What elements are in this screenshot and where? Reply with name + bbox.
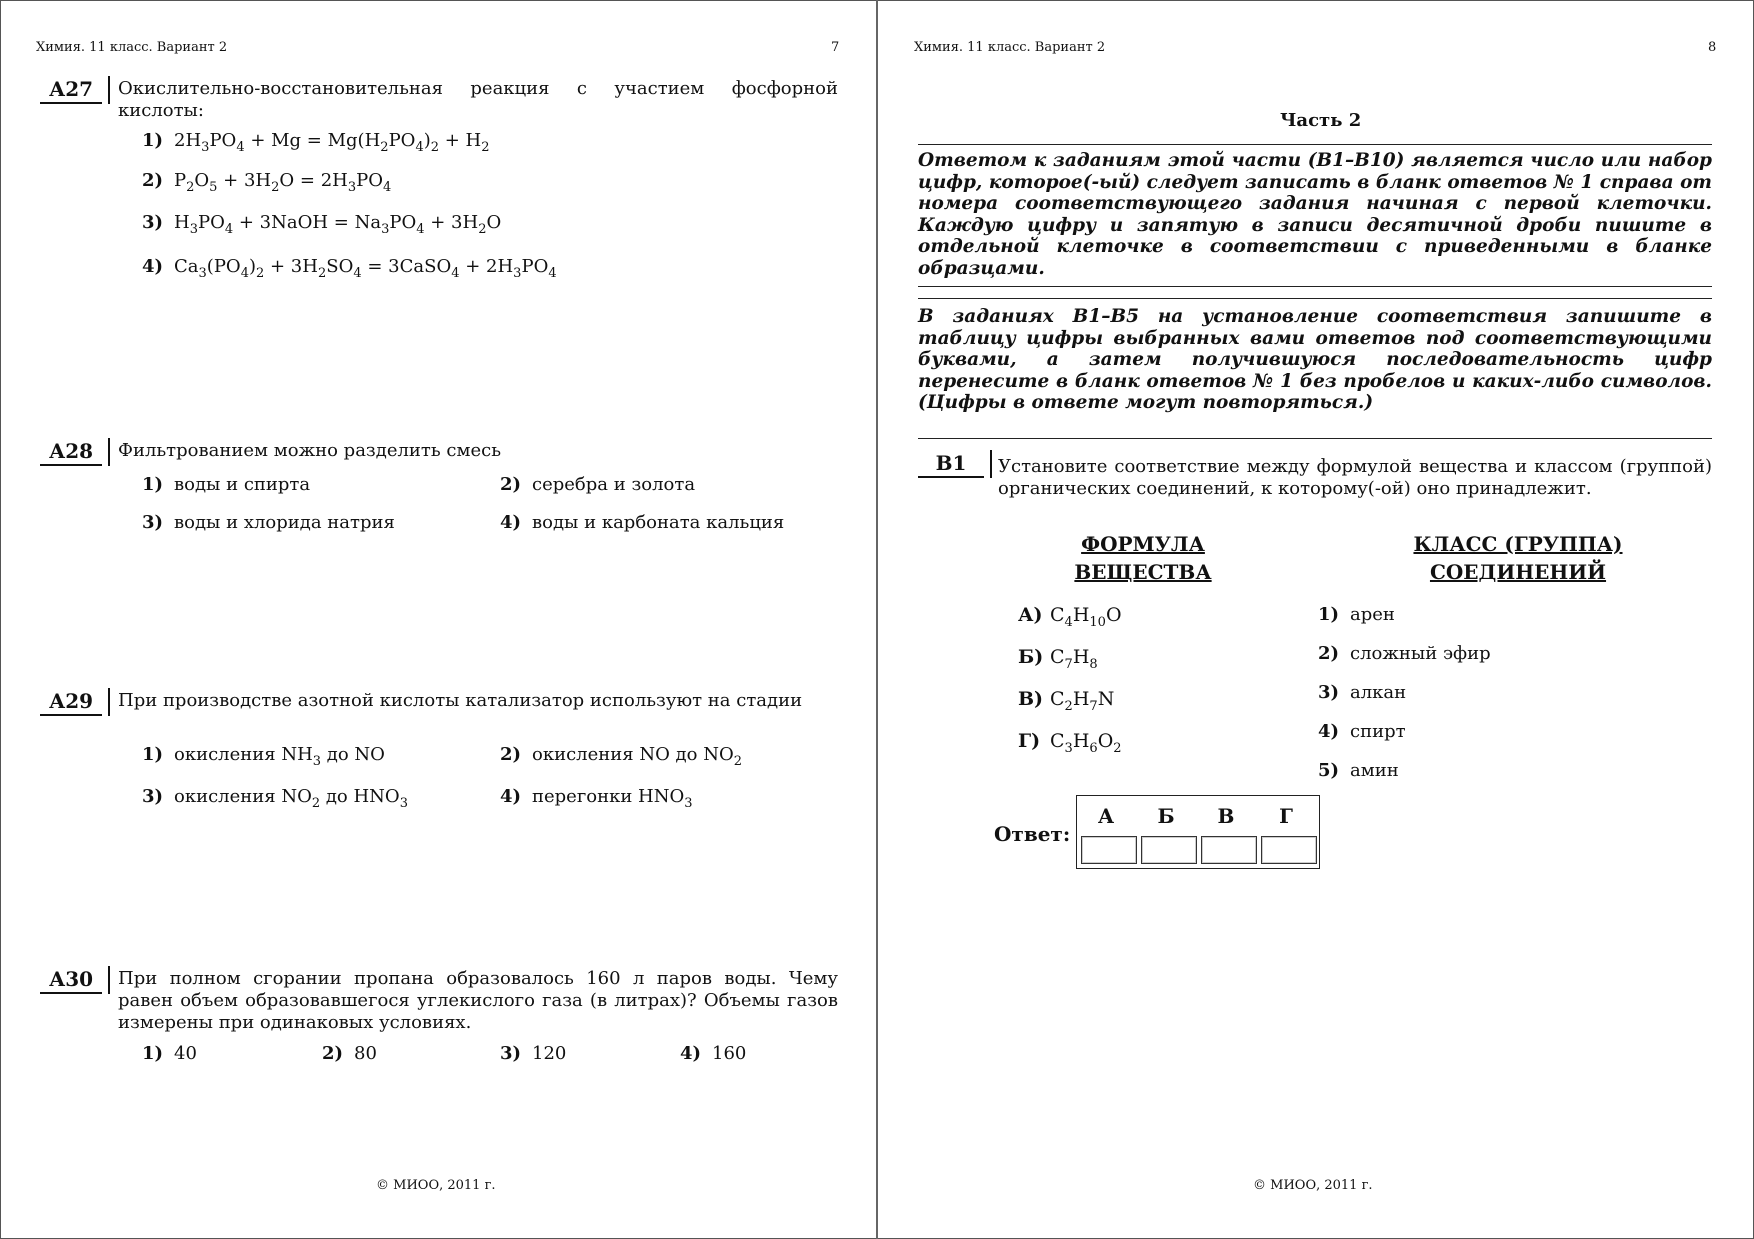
a30-option-4: 4) 160 — [680, 1043, 747, 1064]
class-option-5: 5) амин — [1318, 760, 1399, 781]
question-a28-text: Фильтрованием можно разделить смесь — [118, 440, 502, 461]
a27-option-2: 2) $P_2O_5 + 3H_2O = 2H_3PO_4$ — [142, 170, 392, 195]
formula-row-a: А) $C_4H_{10}O$ — [1018, 604, 1122, 630]
a27-option-1: 1) $2H_3PO_4 + Mg = Mg(H_2PO_4)_2 + H_2$ — [142, 130, 490, 155]
question-a29-text: При производстве азотной кислоты катализатор используют на стадии — [118, 690, 803, 711]
a29-option-1: 1) окисления $NH_3$ до NO — [142, 744, 385, 769]
formula-column-header: ФОРМУЛА ВЕЩЕСТВА — [1074, 532, 1212, 584]
question-tag-a29: А29 — [40, 688, 102, 716]
question-tag-a27: А27 — [40, 76, 102, 104]
formula-row-g: Г) $C_3H_6O_2$ — [1018, 730, 1122, 756]
answer-col-header-a: А — [1097, 804, 1115, 828]
a30-option-1: 1) 40 — [142, 1043, 197, 1064]
class-column-header: КЛАСС (ГРУППА) СОЕДИНЕНИЙ — [1413, 532, 1623, 584]
class-option-4: 4) спирт — [1318, 721, 1406, 742]
answer-cell-a[interactable] — [1081, 836, 1137, 864]
answer-table — [1076, 795, 1320, 869]
answer-label: Ответ: — [994, 822, 1071, 846]
page-number: 7 — [831, 40, 840, 55]
a29-option-4: 4) перегонки $HNO_3$ — [500, 786, 693, 811]
question-tag-b1: В1 — [918, 450, 984, 478]
a29-option-3: 3) окисления $NO_2$ до $HNO_3$ — [142, 786, 408, 811]
a30-option-3: 3) 120 — [500, 1043, 567, 1064]
rule-bottom-2 — [918, 438, 1712, 439]
a27-option-3: 3) $H_3PO_4$ + 3NaOH = $Na_3PO_4 + 3H_2O$ — [142, 212, 502, 237]
left-page — [0, 0, 876, 1239]
a27-option-4: 4) $Ca_3(PO_4)_2 + 3H_2SO_4$ = 3CaSO$_4$ + $2H_3PO_4$ — [142, 256, 557, 281]
a28-option-2: 2) серебра и золота — [500, 474, 696, 495]
page-header: Химия. 11 класс. Вариант 2 — [36, 40, 228, 55]
answer-cell-b[interactable] — [1141, 836, 1197, 864]
question-a30-text: При полном сгорании пропана образовалось 160 л паров воды. Чему равен объем образовавшегося углекислого газа (в литрах)? Объемы газов измерены при одинаковых условиях. — [118, 968, 838, 1033]
page-header: Химия. 11 класс. Вариант 2 — [914, 40, 1106, 55]
right-page — [878, 0, 1754, 1239]
page-number: 8 — [1708, 40, 1717, 55]
rule-top-2 — [918, 298, 1712, 299]
rule-top-1 — [918, 144, 1712, 145]
class-option-3: 3) алкан — [1318, 682, 1407, 703]
page-footer: © МИОО, 2011 г. — [1253, 1178, 1373, 1193]
answer-cell-v[interactable] — [1201, 836, 1257, 864]
formula-row-b: Б) $C_7H_8$ — [1018, 646, 1098, 672]
instruction-block-1: Ответом к заданиям этой части (В1–В10) является число или набор цифр, которое(-ый) следует записать в бланк ответов № 1 справа от номера соответствующего задания начиная с первой клеточки. Каждую цифру и запятую в записи десятичной дроби пишите в отдельной клеточке в соответствии с приведенными в бланке образцами. — [918, 150, 1712, 279]
instruction-block-2: В заданиях В1–В5 на установление соответствия запишите в таблицу цифры выбранных вами ответов под соответствующими буквами, а затем получившуюся последовательность цифр перенесите в бланк ответов № 1 без пробелов и каких-либо символов. (Цифры в ответе могут повторяться.) — [918, 306, 1712, 413]
a28-option-4: 4) воды и карбоната кальция — [500, 512, 785, 533]
class-option-1: 1) арен — [1318, 604, 1395, 625]
rule-bottom-1 — [918, 286, 1712, 287]
answer-col-header-g: Г — [1279, 804, 1293, 828]
page-footer: © МИОО, 2011 г. — [376, 1178, 496, 1193]
question-tag-a30: А30 — [40, 966, 102, 994]
question-a27-text: Окислительно-восстановительная реакция с участием фосфорной кислоты: — [118, 78, 838, 121]
class-option-2: 2) сложный эфир — [1318, 643, 1491, 664]
formula-row-v: В) $C_2H_7N$ — [1018, 688, 1115, 714]
answer-col-header-v: В — [1217, 804, 1235, 828]
a28-option-3: 3) воды и хлорида натрия — [142, 512, 395, 533]
a29-option-2: 2) окисления NO до $NO_2$ — [500, 744, 742, 769]
part-title: Часть 2 — [1280, 110, 1362, 131]
a30-option-2: 2) 80 — [322, 1043, 377, 1064]
answer-col-header-b: Б — [1157, 804, 1175, 828]
question-tag-a28: А28 — [40, 438, 102, 466]
question-b1-text: Установите соответствие между формулой вещества и классом (группой) органических соединений, к которому(-ой) оно принадлежит. — [998, 456, 1712, 499]
a28-option-1: 1) воды и спирта — [142, 474, 311, 495]
answer-cell-g[interactable] — [1261, 836, 1317, 864]
